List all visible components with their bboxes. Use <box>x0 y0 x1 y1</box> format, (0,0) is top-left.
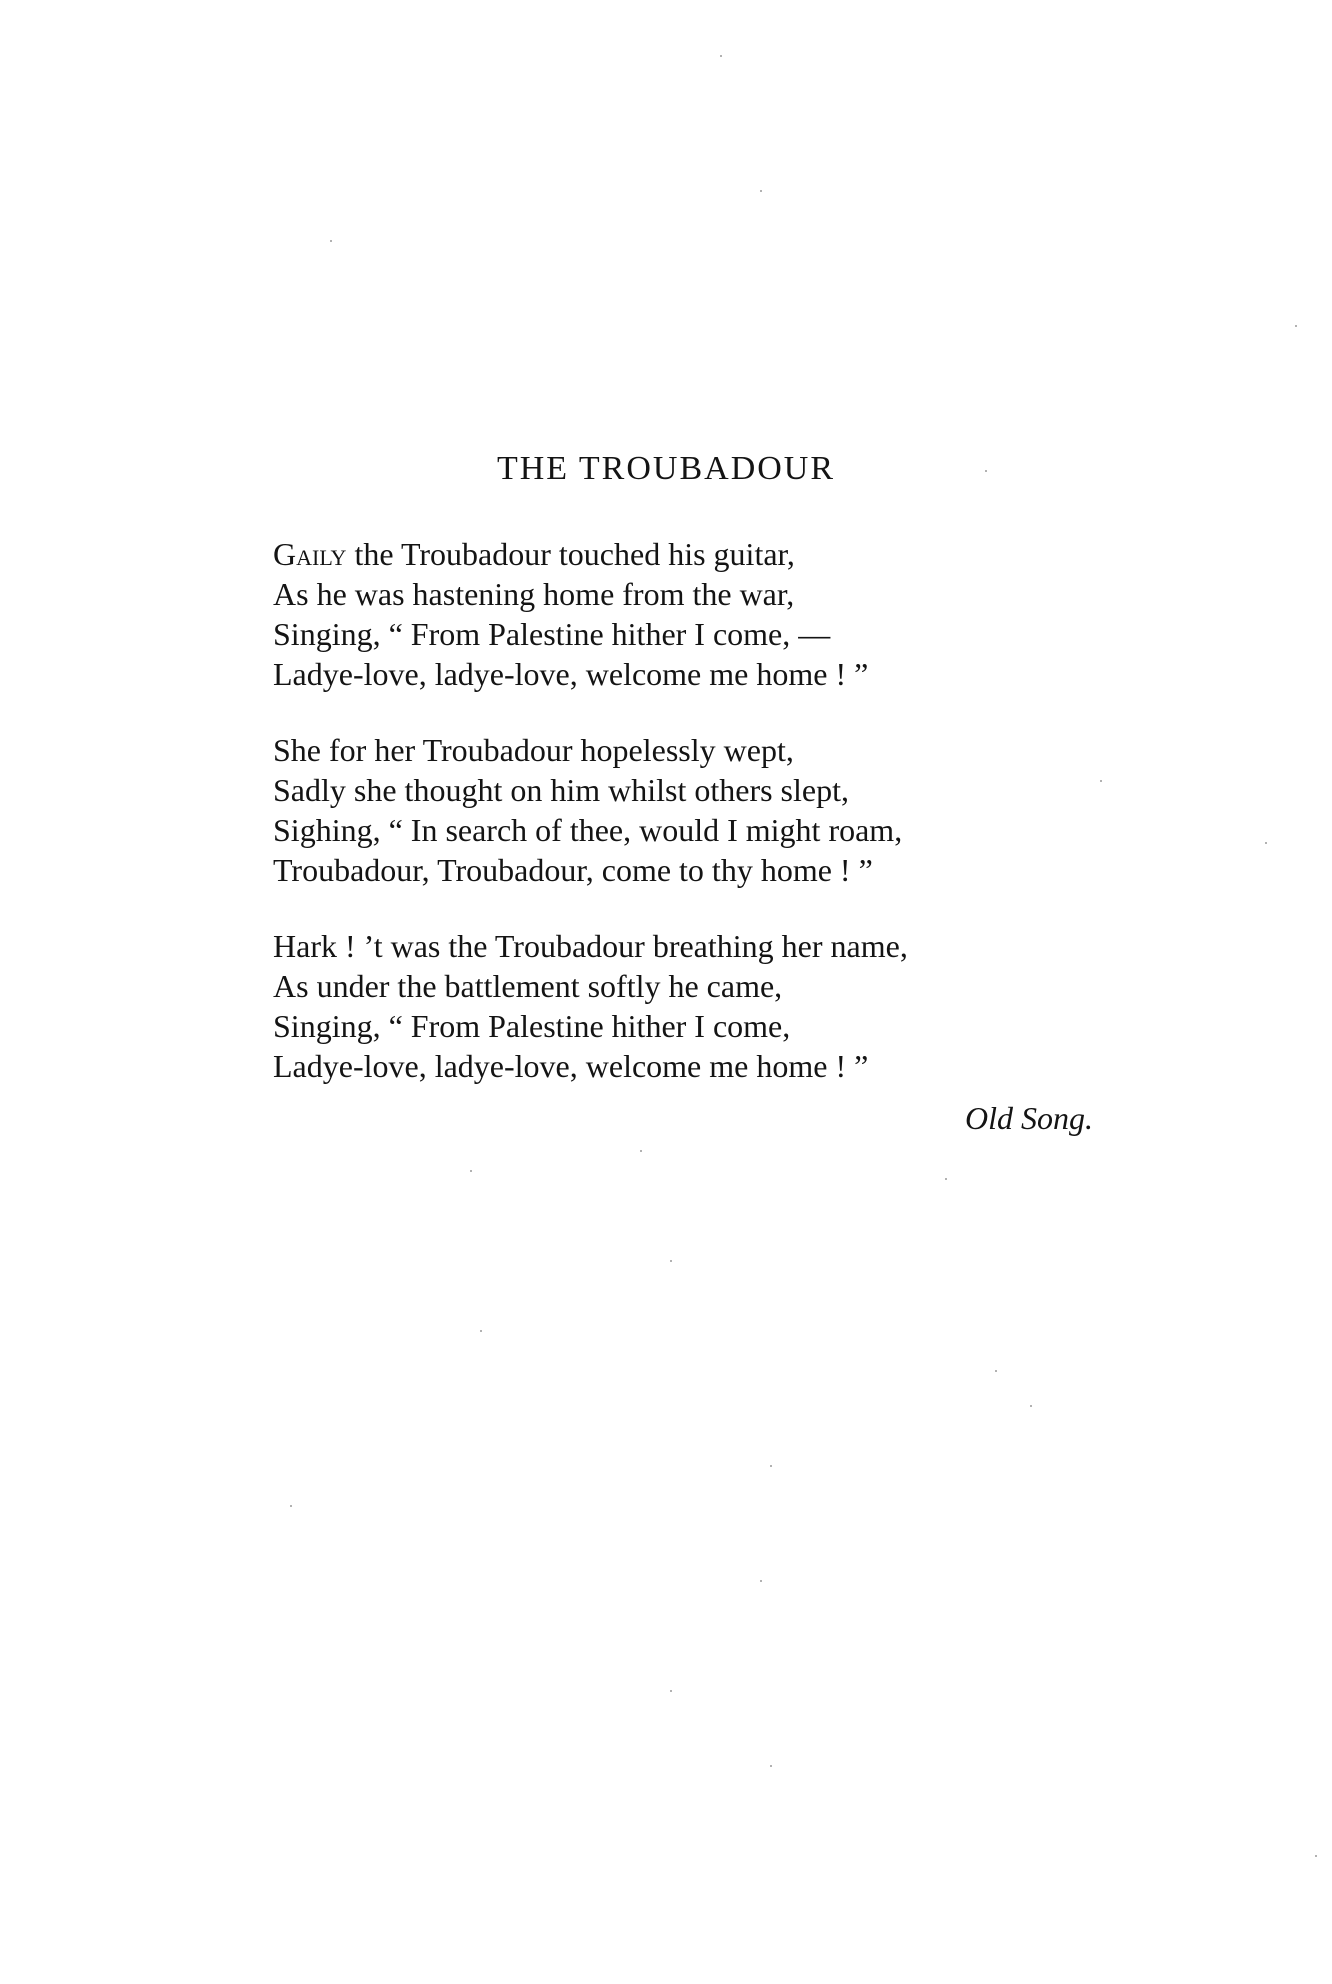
poem-line: She for her Troubadour hopelessly wept, <box>273 732 794 768</box>
print-speck <box>670 1260 672 1262</box>
print-speck <box>470 1170 472 1172</box>
poem-line: As he was hastening home from the war, <box>273 576 795 612</box>
attribution: Old Song. <box>965 1100 1093 1136</box>
poem-line: Singing, “ From Palestine hither I come, <box>273 1008 791 1044</box>
drop-word: Gaily <box>273 536 347 572</box>
line-text: the Troubadour touched his guitar, <box>346 536 795 572</box>
print-speck <box>770 1765 772 1767</box>
poem-line: Sadly she thought on him whilst others slept, <box>273 772 849 808</box>
print-speck <box>770 1465 772 1467</box>
print-speck <box>1265 842 1267 844</box>
poem-line: Troubadour, Troubadour, come to thy home ! ” <box>273 852 873 888</box>
print-speck <box>670 1690 672 1692</box>
poem-line: As under the battlement softly he came, <box>273 968 783 1004</box>
print-speck <box>1295 325 1297 327</box>
stanza-3 <box>273 926 1093 1086</box>
print-speck <box>640 1150 642 1152</box>
stanza-2 <box>273 730 1093 890</box>
poem-line: Singing, “ From Palestine hither I come, — <box>273 616 831 652</box>
print-speck <box>945 1178 947 1180</box>
print-speck <box>760 190 762 192</box>
print-speck <box>1100 780 1102 782</box>
poem-body <box>273 534 1093 1122</box>
stanza-1 <box>273 534 1093 694</box>
poem-line <box>273 534 1093 574</box>
print-speck <box>760 1580 762 1582</box>
poem-line: Hark ! ’t was the Troubadour breathing her name, <box>273 928 908 964</box>
poem-line: Sighing, “ In search of thee, would I might roam, <box>273 812 903 848</box>
poem-line: Ladye-love, ladye-love, welcome me home ! ” <box>273 656 869 692</box>
print-speck <box>1030 1405 1032 1407</box>
print-speck <box>720 55 722 57</box>
poem-line: Ladye-love, ladye-love, welcome me home ! ” <box>273 1048 869 1084</box>
print-speck <box>1315 1855 1317 1857</box>
poem-title: THE TROUBADOUR <box>496 450 836 487</box>
print-speck <box>995 1370 997 1372</box>
print-speck <box>330 240 332 242</box>
print-speck <box>985 470 987 472</box>
print-speck <box>290 1505 292 1507</box>
print-speck <box>480 1330 482 1332</box>
